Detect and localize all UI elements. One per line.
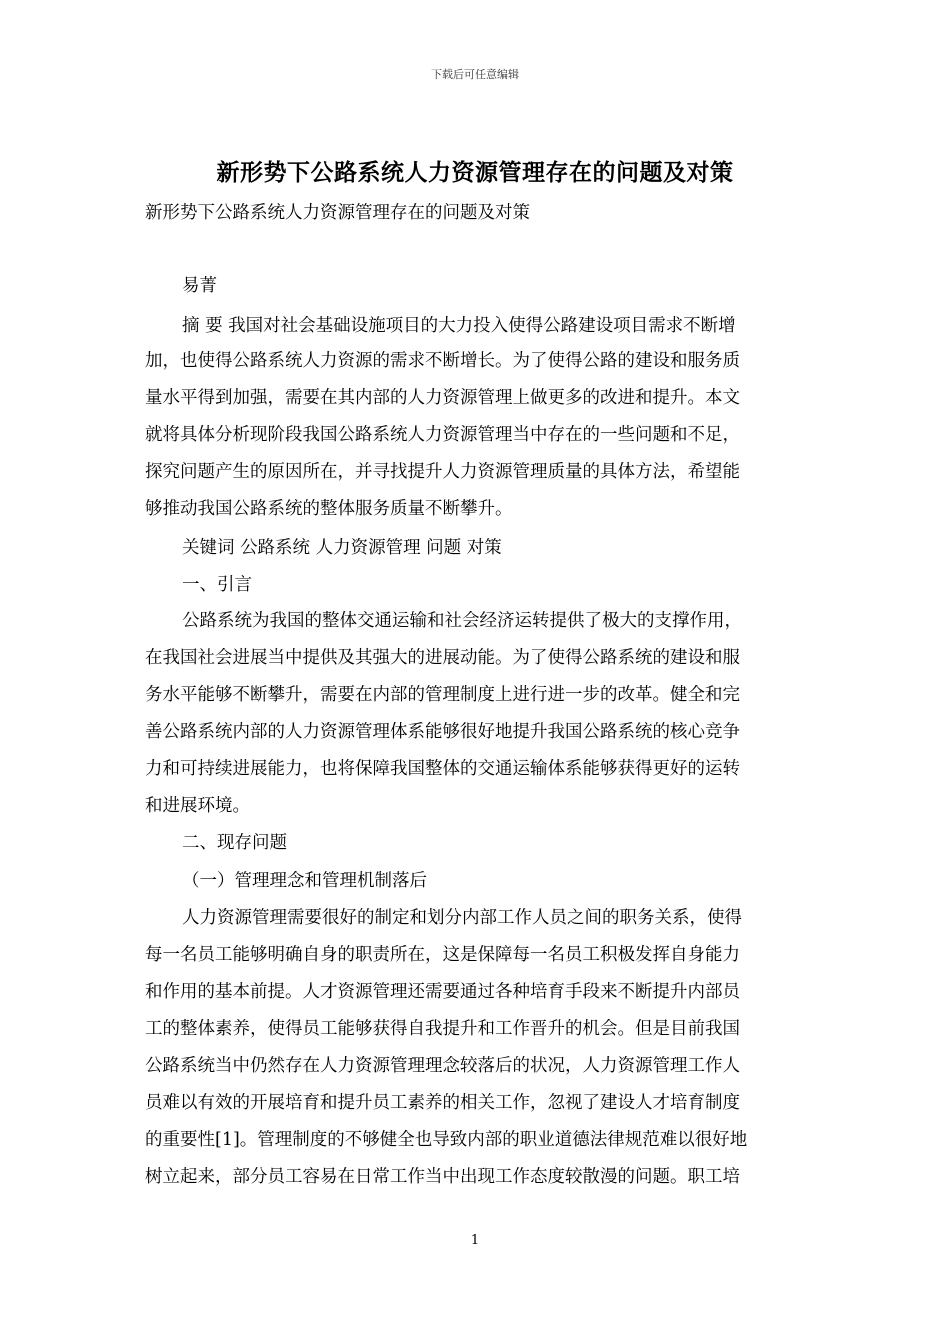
abstract-line: 就将具体分析现阶段我国公路系统人力资源管理当中存在的一些问题和不足， bbox=[145, 425, 740, 445]
section-heading: 一、引言 bbox=[182, 575, 252, 595]
paragraph-line: 务水平能够不断攀升，需要在内部的管理制度上进行进一步的改革。健全和完 bbox=[145, 685, 740, 705]
abstract-line: 探究问题产生的原因所在，并寻找提升人力资源管理质量的具体方法，希望能 bbox=[145, 462, 740, 482]
abstract-line: 加，也使得公路系统人力资源的需求不断增长。为了使得公路的建设和服务质 bbox=[145, 351, 740, 371]
abstract-line: 量水平得到加强，需要在其内部的人力资源管理上做更多的改进和提升。本文 bbox=[145, 388, 740, 408]
author-line: 易菁 bbox=[182, 276, 217, 296]
paragraph-line: 的重要性[1]。管理制度的不够健全也导致内部的职业道德法律规范难以很好地 bbox=[145, 1130, 748, 1150]
paragraph-line: 每一名员工能够明确自身的职责所在，这是保障每一名员工积极发挥自身能力 bbox=[145, 945, 740, 965]
page-header: 下载后可任意编辑 bbox=[431, 68, 519, 81]
subtitle-line: 新形势下公路系统人力资源管理存在的问题及对策 bbox=[145, 203, 530, 223]
paragraph-line: 工的整体素养，使得员工能够获得自我提升和工作晋升的机会。但是目前我国 bbox=[145, 1019, 740, 1039]
page-number: 1 bbox=[470, 1233, 480, 1248]
paragraph-line: 员难以有效的开展培育和提升员工素养的相关工作，忽视了建设人才培育制度 bbox=[145, 1093, 740, 1113]
paragraph-line: 和进展环境。 bbox=[145, 796, 250, 816]
subsection-heading: （一）管理理念和管理机制落后 bbox=[182, 871, 427, 891]
document-title: 新形势下公路系统人力资源管理存在的问题及对策 bbox=[216, 159, 734, 186]
abstract-line: 摘 要 我国对社会基础设施项目的大力投入使得公路建设项目需求不断增 bbox=[182, 316, 736, 336]
paragraph-line: 力和可持续进展能力，也将保障我国整体的交通运输体系能够获得更好的运转 bbox=[145, 759, 740, 779]
paragraph-line: 公路系统当中仍然存在人力资源管理理念较落后的状况，人力资源管理工作人 bbox=[145, 1056, 740, 1076]
paragraph-line: 善公路系统内部的人力资源管理体系能够很好地提升我国公路系统的核心竞争 bbox=[145, 722, 740, 742]
keywords-line: 关键词 公路系统 人力资源管理 问题 对策 bbox=[182, 538, 502, 558]
paragraph-line: 在我国社会进展当中提供及其强大的进展动能。为了使得公路系统的建设和服 bbox=[145, 648, 740, 668]
section-heading: 二、现存问题 bbox=[182, 833, 287, 853]
paragraph-line: 和作用的基本前提。人才资源管理还需要通过各种培育手段来不断提升内部员 bbox=[145, 982, 740, 1002]
abstract-line: 够推动我国公路系统的整体服务质量不断攀升。 bbox=[145, 499, 513, 519]
paragraph-line: 公路系统为我国的整体交通运输和社会经济运转提供了极大的支撑作用， bbox=[182, 611, 742, 631]
paragraph-line: 树立起来，部分员工容易在日常工作当中出现工作态度较散漫的问题。职工培 bbox=[145, 1167, 740, 1187]
paragraph-line: 人力资源管理需要很好的制定和划分内部工作人员之间的职务关系，使得 bbox=[182, 908, 742, 928]
